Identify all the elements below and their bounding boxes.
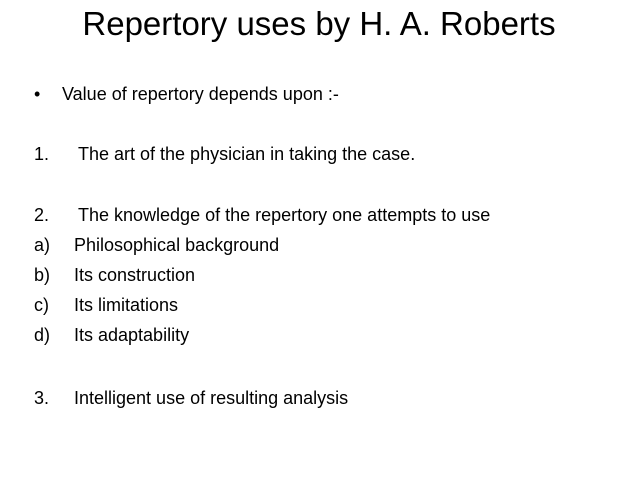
item-number: 3. [34,388,50,408]
bullet-text: Value of repertory depends upon :- [62,84,339,104]
item-text: Intelligent use of resulting analysis [74,388,349,408]
item-number: 1. [34,144,50,164]
slide-title: Repertory uses by H. A. Roberts [82,5,556,42]
sub-item-letter: c) [34,295,49,315]
sub-item-letter: d) [34,325,51,345]
item-text: The art of the physician in taking the case. [78,144,416,164]
bullet-marker: • [34,84,41,104]
sub-item-text: Its limitations [74,295,179,315]
sub-item-text: Philosophical background [74,235,280,255]
sub-item-letter: a) [34,235,51,255]
sub-item-letter: b) [34,265,51,285]
sub-item-text: Its construction [74,265,196,285]
item-text: The knowledge of the repertory one attempts to use [78,205,491,225]
sub-item-text: Its adaptability [74,325,190,345]
item-number: 2. [34,205,50,225]
